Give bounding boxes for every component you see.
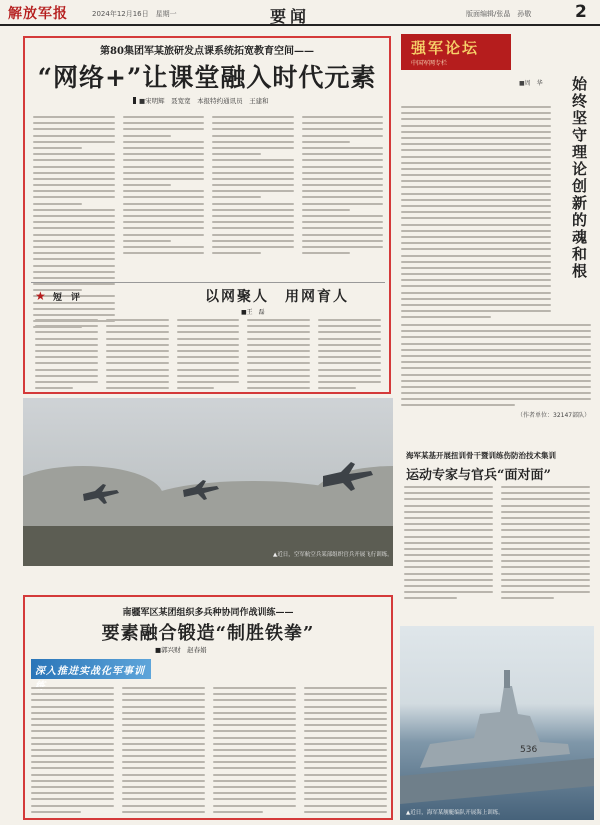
star-icon: ★ — [35, 289, 46, 303]
training-banner: 深入推进实战化军事训 — [31, 659, 151, 679]
comment-label: 短 评 — [53, 293, 81, 303]
sports-body — [404, 486, 590, 604]
sidebar-body-top — [401, 106, 551, 323]
bottom-article-box — [23, 595, 393, 820]
jet-icon — [23, 398, 393, 566]
sports-article — [400, 446, 594, 616]
section-title: 要闻 — [270, 7, 311, 26]
sidebar-title[interactable]: 始终坚守理论创新的魂和根 — [570, 76, 588, 280]
page-number: 2 — [575, 2, 587, 22]
sidebar-column — [399, 34, 594, 422]
top-article-headline[interactable]: “网络+”让课堂融入时代元素 — [37, 63, 377, 92]
top-article-byline: ■宋明辉 聂宽宽 本报特约通讯员 王建和 — [133, 96, 269, 105]
top-article-box — [23, 36, 391, 394]
warship-icon — [400, 626, 594, 820]
sidebar-author: ■周 华 — [519, 80, 543, 87]
short-comment — [31, 282, 385, 392]
newspaper-logo: 解放军报 — [8, 6, 68, 22]
sports-kicker: 海军某基开展扭训骨干暨训练伤防治技术集训 — [406, 451, 556, 460]
bottom-article-body — [31, 687, 387, 817]
bottom-article-title[interactable]: 要素融合锻造“制胜铁拳” — [101, 623, 315, 644]
jets-caption: ▲近日，空军航空兵某部组织官兵开展飞行训练。 — [273, 552, 393, 558]
comment-body — [35, 319, 381, 393]
masthead — [0, 0, 600, 26]
issue-date: 2024年12月16日 星期一 — [92, 10, 177, 18]
top-article-kicker: 第80集团军某旅研发点课系统拓宽教育空间—— — [100, 46, 314, 57]
ship-caption: ▲近日，海军某舰艇编队开展海上训练。 — [406, 810, 504, 816]
bottom-article-kicker: 南疆军区某团组织多兵种协同作战训练—— — [122, 608, 294, 618]
sports-title[interactable]: 运动专家与官兵“面对面” — [406, 468, 551, 483]
fighter-jets-photo[interactable] — [23, 398, 393, 566]
page-editors: 版面编辑/张晶 孙敬 — [466, 10, 532, 18]
comment-title[interactable]: 以网聚人 用网育人 — [205, 289, 349, 305]
sidebar-body-bottom — [401, 324, 591, 411]
forum-logo: 强军论坛 中国军网专栏 — [401, 34, 511, 70]
comment-author: ■王 磊 — [241, 309, 265, 316]
bottom-article-byline: ■郭兴财 赵春娟 — [155, 646, 207, 654]
hull-number: 536 — [520, 745, 538, 755]
sidebar-author-unit: （作者单位：32147部队） — [517, 412, 591, 419]
warship-photo[interactable] — [400, 626, 594, 820]
